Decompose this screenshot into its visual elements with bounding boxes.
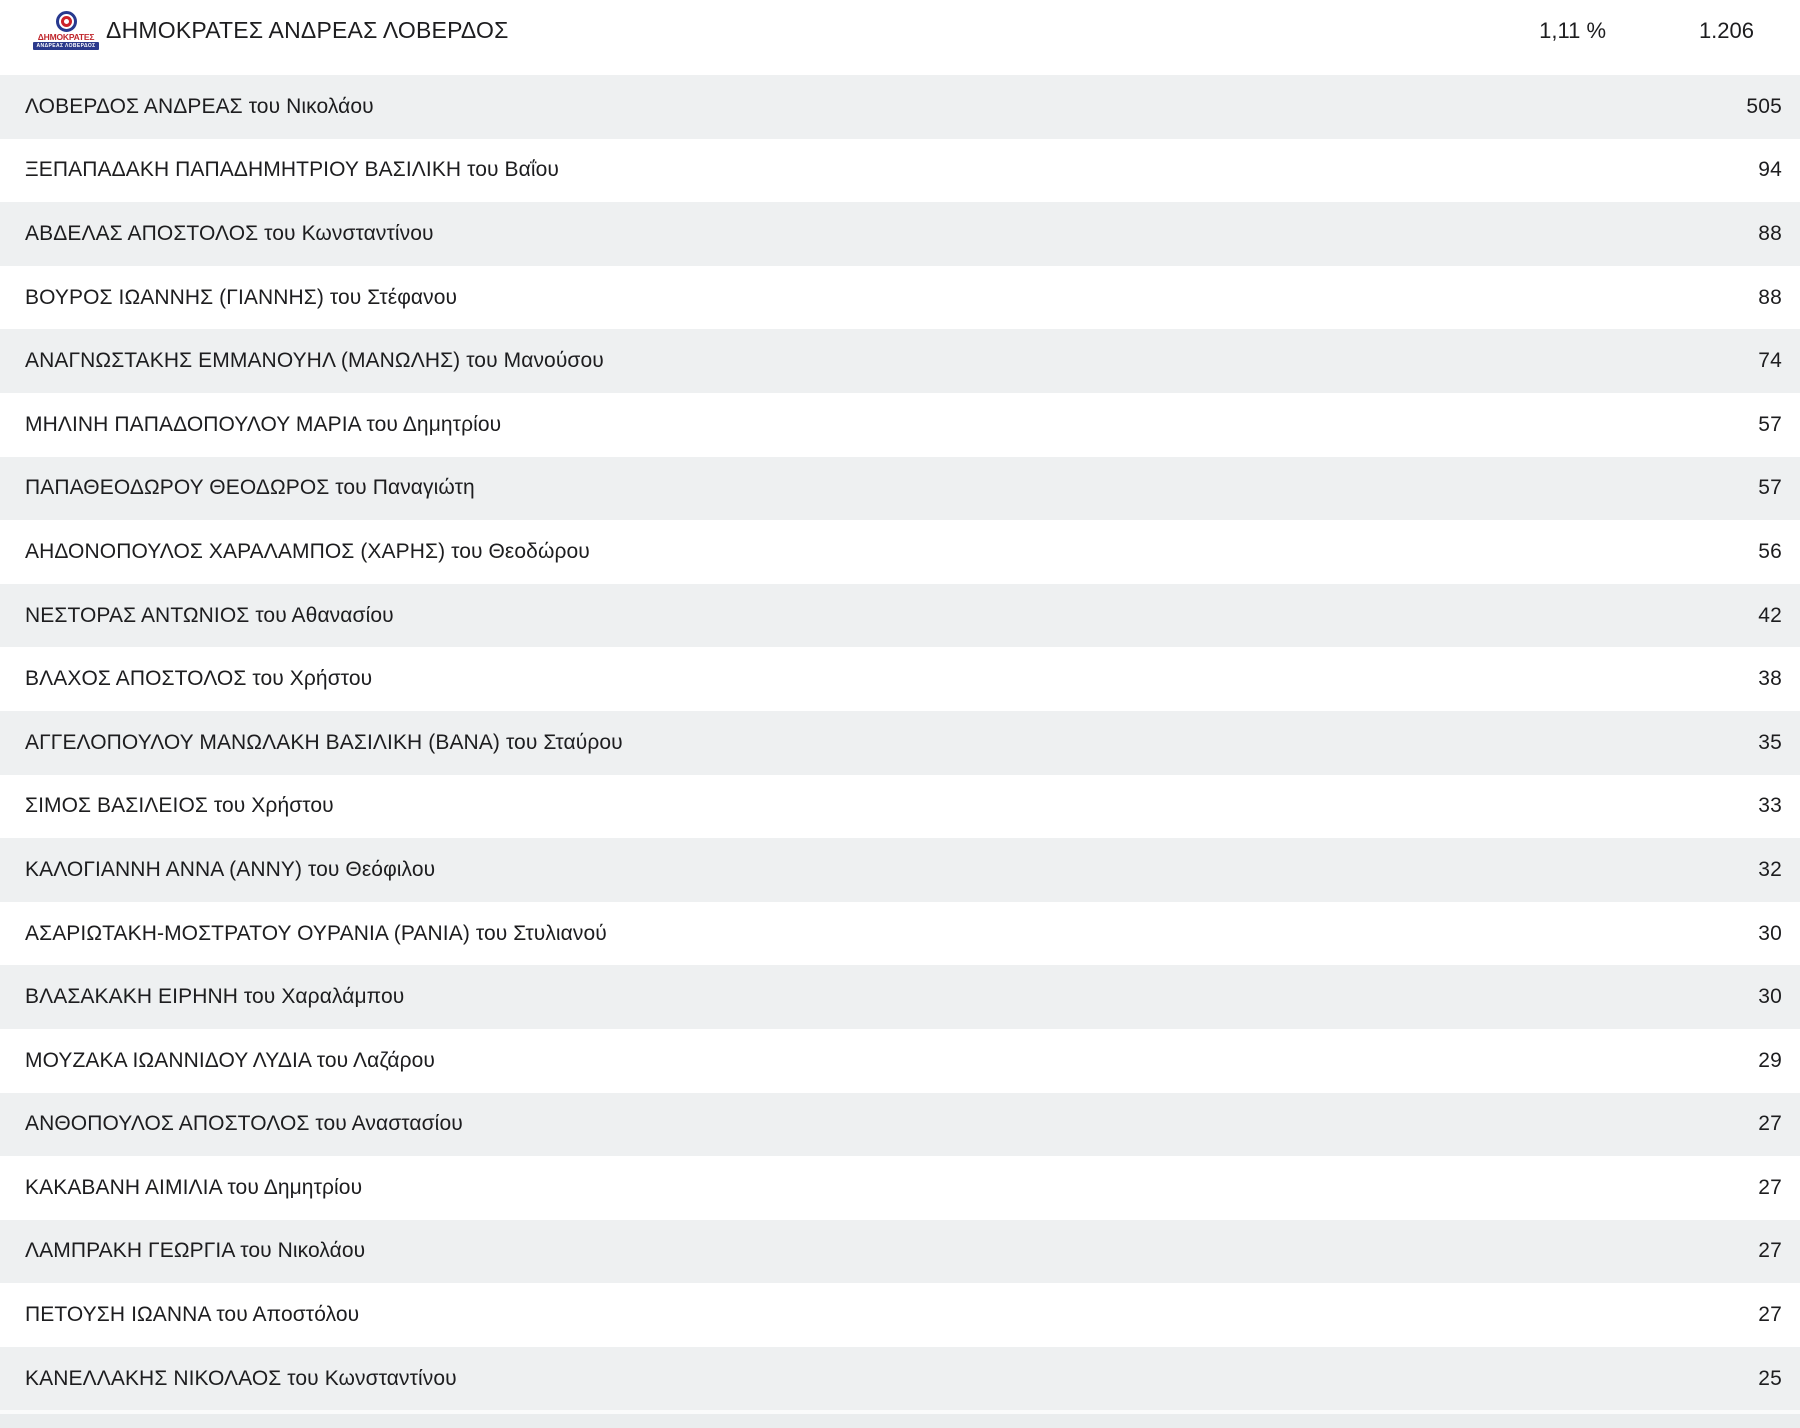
candidate-name: ΞΕΠΑΠΑΔΑΚΗ ΠΑΠΑΔΗΜΗΤΡΙΟΥ ΒΑΣΙΛΙΚΗ του Βαΐου xyxy=(25,158,559,182)
candidate-votes: 38 xyxy=(1758,667,1782,691)
candidate-votes: 42 xyxy=(1758,603,1782,627)
candidate-list xyxy=(0,75,1800,1410)
candidate-row xyxy=(0,266,1800,330)
candidate-row xyxy=(0,647,1800,711)
candidate-votes: 35 xyxy=(1758,730,1782,754)
candidate-name: ΒΛΑΣΑΚΑΚΗ ΕΙΡΗΝΗ του Χαραλάμπου xyxy=(25,985,405,1009)
candidate-votes: 27 xyxy=(1758,1112,1782,1136)
candidate-name: ΛΑΜΠΡΑΚΗ ΓΕΩΡΓΙΑ του Νικολάου xyxy=(25,1239,366,1263)
party-logo-ring-icon xyxy=(56,11,77,32)
candidate-votes: 505 xyxy=(1746,94,1782,118)
candidate-name: ΑΝΘΟΠΟΥΛΟΣ ΑΠΟΣΤΟΛΟΣ του Αναστασίου xyxy=(25,1112,463,1136)
party-logo-ring-inner-icon xyxy=(61,16,72,27)
candidate-votes: 27 xyxy=(1758,1175,1782,1199)
candidate-votes: 33 xyxy=(1758,794,1782,818)
party-percent: 1,11 % xyxy=(1539,17,1606,43)
candidate-name: ΜΟΥΖΑΚΑ ΙΩΑΝΝΙΔΟΥ ΛΥΔΙΑ του Λαζάρου xyxy=(25,1048,436,1072)
candidate-row xyxy=(0,1283,1800,1347)
party-header[interactable] xyxy=(0,0,1800,75)
candidate-row xyxy=(0,838,1800,902)
candidate-name: ΚΑΚΑΒΑΝΗ ΑΙΜΙΛΙΑ του Δημητρίου xyxy=(25,1175,363,1199)
candidate-votes: 56 xyxy=(1758,539,1782,563)
candidate-row xyxy=(0,139,1800,203)
candidate-row xyxy=(0,1347,1800,1411)
candidate-row xyxy=(0,1156,1800,1220)
candidate-votes: 74 xyxy=(1758,349,1782,373)
candidate-row xyxy=(0,902,1800,966)
candidate-name: ΒΛΑΧΟΣ ΑΠΟΣΤΟΛΟΣ του Χρήστου xyxy=(25,667,373,691)
candidate-name: ΑΒΔΕΛΑΣ ΑΠΟΣΤΟΛΟΣ του Κωνσταντίνου xyxy=(25,221,434,245)
candidate-votes: 88 xyxy=(1758,285,1782,309)
candidate-votes: 30 xyxy=(1758,921,1782,945)
candidate-votes: 88 xyxy=(1758,221,1782,245)
candidate-name: ΑΓΓΕΛΟΠΟΥΛΟΥ ΜΑΝΩΛΑΚΗ ΒΑΣΙΛΙΚΗ (ΒΑΝΑ) του Σταύρου xyxy=(25,730,623,754)
candidate-name: ΚΑΝΕΛΛΑΚΗΣ ΝΙΚΟΛΑΟΣ του Κωνσταντίνου xyxy=(25,1366,457,1390)
candidate-row xyxy=(0,457,1800,521)
candidate-votes: 94 xyxy=(1758,158,1782,182)
candidate-name: ΝΕΣΤΟΡΑΣ ΑΝΤΩΝΙΟΣ του Αθανασίου xyxy=(25,603,394,627)
candidate-row xyxy=(0,520,1800,584)
candidate-votes: 32 xyxy=(1758,857,1782,881)
candidate-name: ΑΝΑΓΝΩΣΤΑΚΗΣ ΕΜΜΑΝΟΥΗΛ (ΜΑΝΩΛΗΣ) του Μανούσου xyxy=(25,349,604,373)
candidate-row xyxy=(0,584,1800,648)
candidate-row xyxy=(0,1029,1800,1093)
candidate-name: ΠΑΠΑΘΕΟΔΩΡΟΥ ΘΕΟΔΩΡΟΣ του Παναγιώτη xyxy=(25,476,475,500)
candidate-votes: 25 xyxy=(1758,1366,1782,1390)
candidate-row xyxy=(0,75,1800,139)
candidate-name: ΣΙΜΟΣ ΒΑΣΙΛΕΙΟΣ του Χρήστου xyxy=(25,794,334,818)
candidate-name: ΒΟΥΡΟΣ ΙΩΑΝΝΗΣ (ΓΙΑΝΝΗΣ) του Στέφανου xyxy=(25,285,458,309)
candidate-row xyxy=(0,711,1800,775)
candidate-name: ΛΟΒΕΡΔΟΣ ΑΝΔΡΕΑΣ του Νικολάου xyxy=(25,94,374,118)
candidate-votes: 57 xyxy=(1758,412,1782,436)
candidate-votes: 30 xyxy=(1758,985,1782,1009)
party-header-stats xyxy=(1539,18,1754,44)
candidate-votes: 27 xyxy=(1758,1303,1782,1327)
candidate-votes: 29 xyxy=(1758,1048,1782,1072)
candidate-row xyxy=(0,965,1800,1029)
party-logo-wordmark: ΔΗΜΟΚΡΑΤΕΣ xyxy=(37,31,95,42)
party-title: ΔΗΜΟΚΡΑΤΕΣ ΑΝΔΡΕΑΣ ΛΟΒΕΡΔΟΣ xyxy=(106,17,509,43)
partial-next-row xyxy=(0,1414,1800,1427)
candidate-row xyxy=(0,1220,1800,1284)
candidate-name: ΑΣΑΡΙΩΤΑΚΗ-ΜΟΣΤΡΑΤΟΥ ΟΥΡΑΝΙΑ (ΡΑΝΙΑ) του Στυλιανού xyxy=(25,921,607,945)
candidate-row xyxy=(0,1093,1800,1157)
candidate-name: ΜΗΛΙΝΗ ΠΑΠΑΔΟΠΟΥΛΟΥ ΜΑΡΙΑ του Δημητρίου xyxy=(25,412,502,436)
candidate-row xyxy=(0,393,1800,457)
candidate-name: ΑΗΔΟΝΟΠΟΥΛΟΣ ΧΑΡΑΛΑΜΠΟΣ (ΧΑΡΗΣ) του Θεοδώρου xyxy=(25,539,590,563)
candidate-name: ΠΕΤΟΥΣΗ ΙΩΑΝΝΑ του Αποστόλου xyxy=(25,1303,360,1327)
party-logo-banner: ΑΝΔΡΕΑΣ ΛΟΒΕΡΔΟΣ xyxy=(33,42,98,50)
candidate-votes: 27 xyxy=(1758,1239,1782,1263)
candidate-row xyxy=(0,329,1800,393)
candidate-votes: 57 xyxy=(1758,476,1782,500)
party-logo xyxy=(38,11,94,51)
candidate-row xyxy=(0,775,1800,839)
candidate-row xyxy=(0,202,1800,266)
party-total-votes: 1.206 xyxy=(1698,17,1754,43)
candidate-name: ΚΑΛΟΓΙΑΝΝΗ ΑΝΝΑ (ΑΝΝΥ) του Θεόφιλου xyxy=(25,857,436,881)
